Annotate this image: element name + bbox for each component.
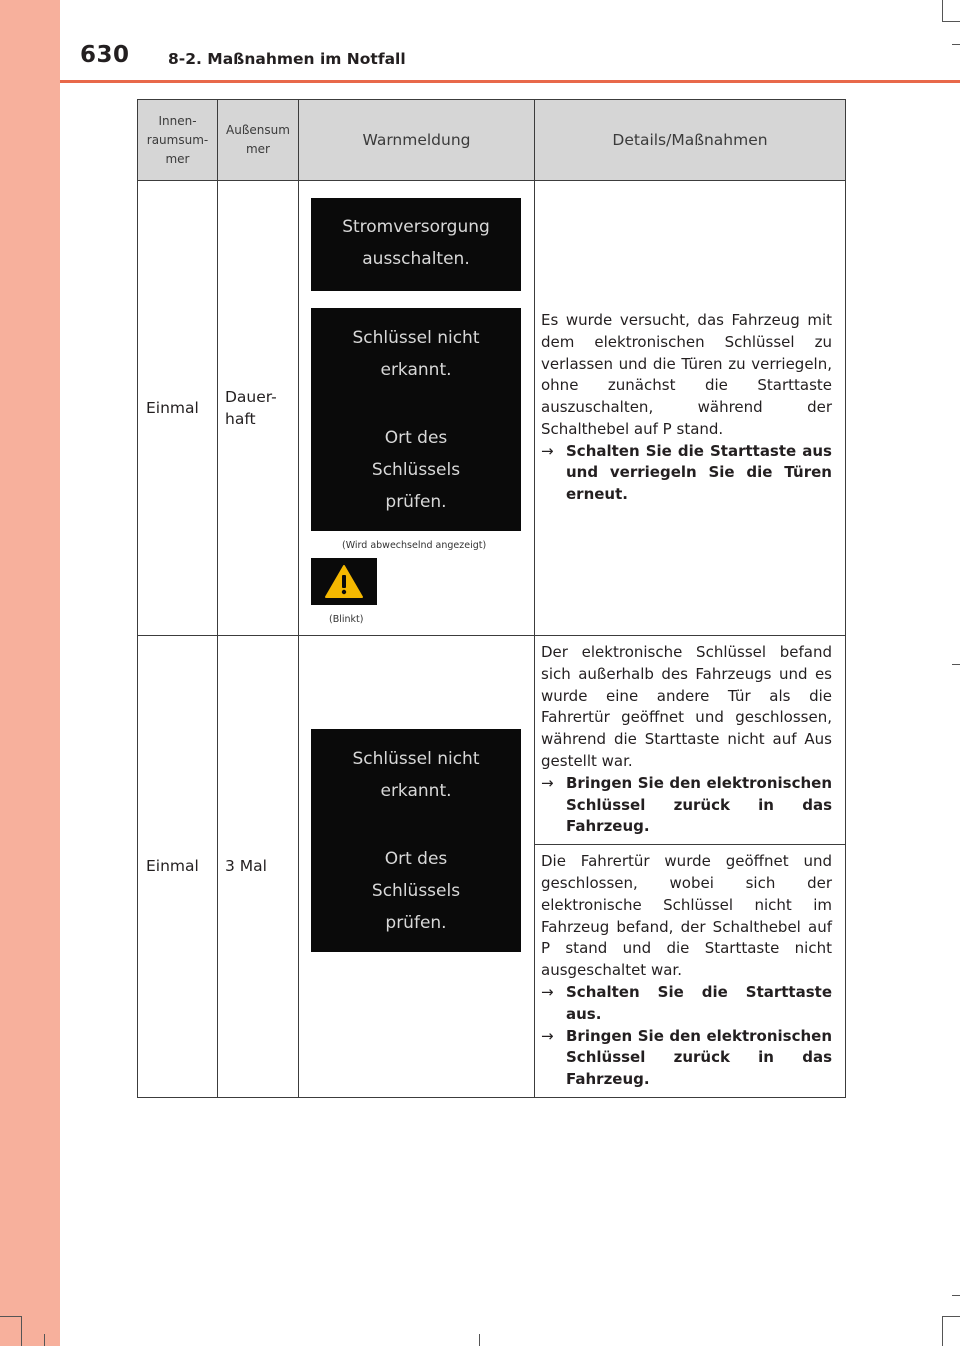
interior-buzzer-cell: Einmal bbox=[138, 181, 218, 636]
arrow-icon: → bbox=[541, 982, 554, 1001]
table-row bbox=[138, 636, 846, 845]
arrow-icon: → bbox=[541, 441, 554, 460]
details-cell bbox=[535, 181, 846, 636]
details-cell bbox=[535, 636, 846, 845]
crop-mark bbox=[942, 1316, 960, 1317]
table-header-row bbox=[138, 100, 846, 181]
action-text: Bringen Sie den elektronischen Schlüssel zurück in das Fahrzeug. bbox=[566, 1026, 832, 1089]
crop-mark bbox=[21, 1316, 22, 1346]
action-text: Schalten Sie die Starttaste aus und verriegeln Sie die Türen erneut. bbox=[566, 441, 832, 504]
warning-light-box bbox=[311, 558, 377, 605]
action-item bbox=[541, 441, 832, 506]
warning-display-cell bbox=[299, 636, 535, 1098]
action-item bbox=[541, 1026, 832, 1091]
crop-mark bbox=[942, 0, 943, 22]
arrow-icon: → bbox=[541, 1026, 554, 1045]
table-row bbox=[138, 181, 846, 636]
interior-buzzer-cell: Einmal bbox=[138, 636, 218, 1098]
details-cell bbox=[535, 845, 846, 1098]
warning-triangle-icon bbox=[324, 564, 364, 600]
detail-text: Es wurde versucht, das Fahrzeug mit dem elektronischen Schlüssel zu verlassen und die Türen zu verriegeln, ohne zunächst die Starttaste auszuschalten, während der Schalthebel auf P stand. bbox=[541, 310, 832, 438]
action-text: Bringen Sie den elektronischen Schlüssel zurück in das Fahrzeug. bbox=[566, 773, 832, 836]
detail-text: Der elektronische Schlüssel befand sich außerhalb des Fahrzeugs und es wurde eine andere Tür als die Fahrertür geöffnet und geschlossen, während die Starttaste nicht auf Aus gestellt war. bbox=[541, 643, 832, 770]
display-power-off: Stromversorgung ausschalten. bbox=[311, 198, 521, 291]
action-text: Schalten Sie die Starttaste aus. bbox=[566, 982, 832, 1023]
caption-alternating: (Wird abwechselnd angezeigt) bbox=[342, 540, 487, 551]
crop-mark bbox=[952, 44, 960, 45]
header-details-actions: Details/Maßnahmen bbox=[535, 100, 846, 181]
section-title: 8-2. Maßnahmen im Notfall bbox=[168, 50, 406, 68]
page-number: 630 bbox=[80, 42, 130, 68]
action-item bbox=[541, 982, 832, 1026]
warning-display-cell bbox=[299, 181, 535, 636]
crop-mark bbox=[0, 1316, 22, 1317]
exterior-buzzer-cell: Dauer- haft bbox=[218, 181, 299, 636]
crop-mark bbox=[479, 1334, 480, 1346]
side-color-band bbox=[0, 0, 60, 1346]
exterior-buzzer-cell: 3 Mal bbox=[218, 636, 299, 1098]
crop-mark bbox=[942, 21, 960, 22]
detail-text: Die Fahrertür wurde geöffnet und geschlossen, wobei sich der elektronische Schlüssel nicht im Fahrzeug befand, der Schalthebel auf P stand und die Starttaste nicht ausgeschaltet war. bbox=[541, 852, 832, 980]
display-key-not-detected: Schlüssel nicht erkannt. Ort des Schlüssels prüfen. bbox=[311, 729, 521, 952]
header-warning-message: Warnmeldung bbox=[299, 100, 535, 181]
crop-mark bbox=[952, 664, 960, 665]
crop-mark bbox=[942, 1316, 943, 1346]
crop-mark bbox=[952, 1295, 960, 1296]
arrow-icon: → bbox=[541, 773, 554, 792]
header-rule bbox=[60, 80, 960, 83]
header-interior-buzzer: Innen- raumsum- mer bbox=[138, 100, 218, 181]
header-exterior-buzzer: Außensum mer bbox=[218, 100, 299, 181]
action-item bbox=[541, 773, 832, 838]
caption-flashing: (Blinkt) bbox=[329, 614, 364, 625]
display-key-not-detected: Schlüssel nicht erkannt. Ort des Schlüssels prüfen. bbox=[311, 308, 521, 531]
crop-mark bbox=[44, 1334, 45, 1346]
warning-message-table bbox=[137, 99, 846, 1098]
